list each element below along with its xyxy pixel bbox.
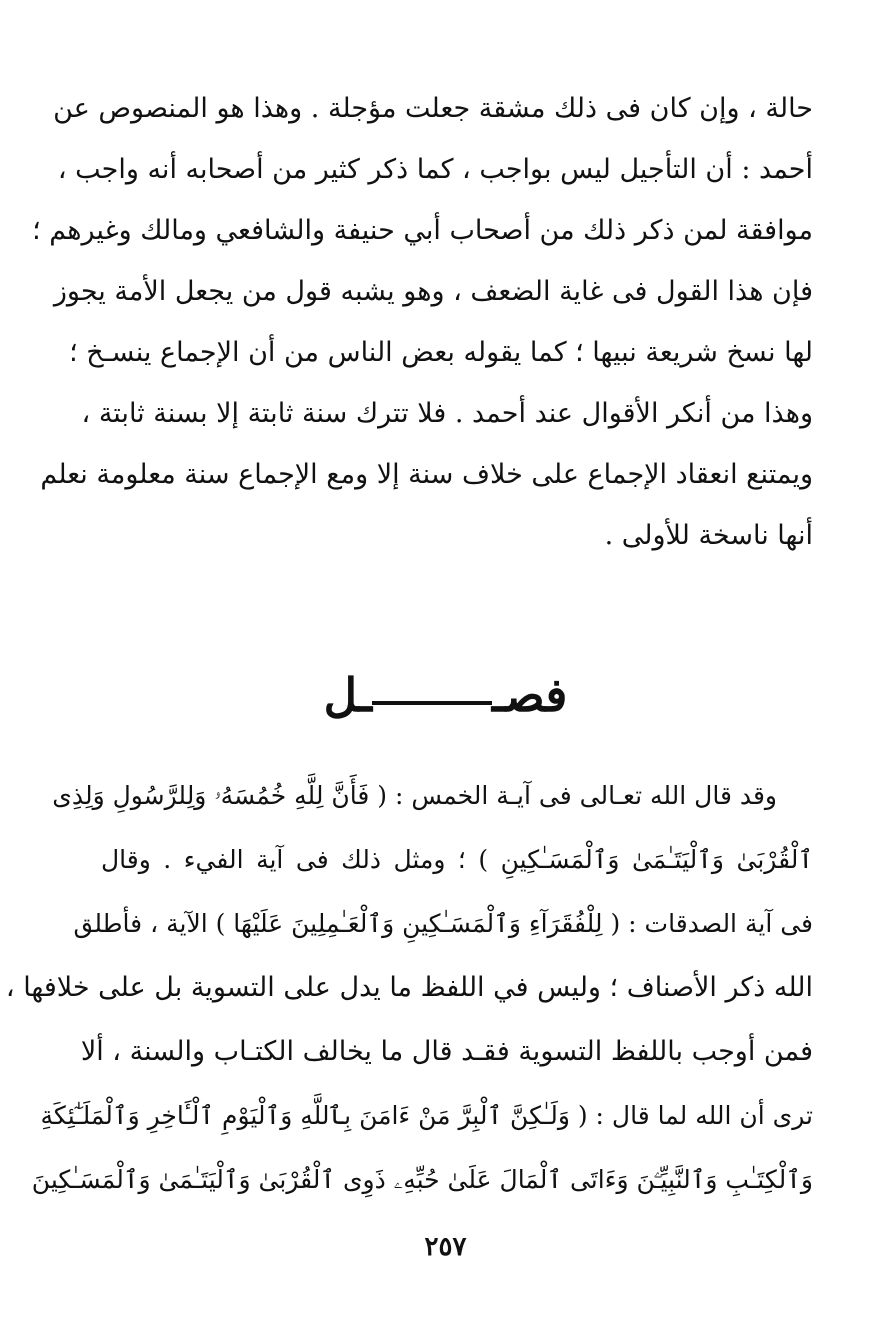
text-line: الله ذكر الأصناف ؛ وليس في اللفظ ما يدل على التسوية بل على خلافها ،	[5, 972, 813, 1003]
text-line: فمن أوجب باللفظ التسوية فقـد قال ما يخالف الكتـاب والسنة ، ألا	[80, 1036, 813, 1067]
text-line: وَٱلْكِتَـٰبِ وَٱلنَّبِيِّـۧنَ وَءَاتَى ٱلْمَالَ عَلَىٰ حُبِّهِۦ ذَوِى ٱلْقُرْبَىٰ وَٱلْيَتَـٰمَىٰ وَٱلْمَسَـٰكِينَ	[31, 1165, 813, 1194]
section-heading-end: ـل	[323, 668, 372, 722]
paragraph-section	[5, 764, 813, 1212]
text-line: وقد قال الله تعـالى فى آيـة الخمس : ( فَأَنَّ لِلَّهِ خُمُسَهُۥ وَلِلرَّسُولِ وَلِذِى	[52, 781, 777, 810]
section-heading-start: فصـ	[491, 668, 568, 722]
paragraph-continued	[32, 78, 813, 566]
section-heading	[0, 660, 891, 730]
text-line: وهذا من أنكر الأقوال عند أحمد . فلا تترك سنة ثابتة إلا بسنة ثابتة ،	[81, 398, 813, 429]
text-line: فإن هذا القول فى غاية الضعف ، وهو يشبه قول من يجعل الأمة يجوز	[53, 276, 813, 307]
text-line: ترى أن الله لما قال : ( وَلَـٰكِنَّ ٱلْبِرَّ مَنْ ءَامَنَ بِٱللَّهِ وَٱلْيَوْمِ ٱلْـَٔاخِرِ وَٱلْمَلَـٰٓئِكَةِ	[40, 1101, 813, 1130]
text-line: ٱلْقُرْبَىٰ وَٱلْيَتَـٰمَىٰ وَٱلْمَسَـٰكِينِ ) ؛ ومثل ذلك فى آية الفيء . وقال	[101, 845, 813, 874]
text-line: أحمد : أن التأجيل ليس بواجب ، كما ذكر كثير من أصحابه أنه واجب ،	[57, 154, 813, 185]
text-line: أنها ناسخة للأولى .	[604, 520, 813, 551]
page-number: ٢٥٧	[424, 1232, 467, 1262]
text-line: حالة ، وإن كان فى ذلك مشقة جعلت مؤجلة . وهذا هو المنصوص عن	[53, 93, 813, 124]
heading-stretch-line	[372, 701, 492, 705]
text-line: ويمتنع انعقاد الإجماع على خلاف سنة إلا ومع الإجماع سنة معلومة نعلم	[40, 459, 813, 490]
text-line: لها نسخ شريعة نبيها ؛ كما يقوله بعض الناس من أن الإجماع ينسـخ ؛	[69, 337, 813, 368]
text-line: فى آية الصدقات : ( لِلْفُقَرَآءِ وَٱلْمَسَـٰكِينِ وَٱلْعَـٰمِلِينَ عَلَيْهَا ) الآية ، فأطلق	[73, 909, 813, 938]
text-line: موافقة لمن ذكر ذلك من أصحاب أبي حنيفة والشافعي ومالك وغيرهم ؛	[32, 215, 813, 246]
